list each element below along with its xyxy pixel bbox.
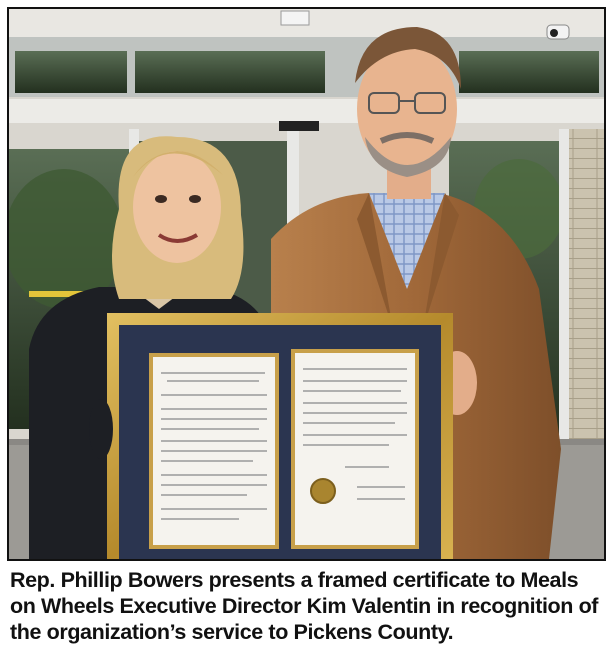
security-camera-icon xyxy=(547,25,569,39)
gold-seal-icon xyxy=(311,479,335,503)
light-fixture-icon xyxy=(281,11,309,25)
certificate-right-page xyxy=(291,349,419,549)
certificate-left-page xyxy=(149,353,279,549)
photo-illustration xyxy=(9,9,604,559)
news-photo xyxy=(7,7,606,561)
photo-caption: Rep. Phillip Bowers presents a framed certificate to Meals on Wheels Executive Director Kim Valentin in recognition of the organization’s service to Pickens County. xyxy=(10,568,599,644)
framed-certificate xyxy=(107,313,453,559)
